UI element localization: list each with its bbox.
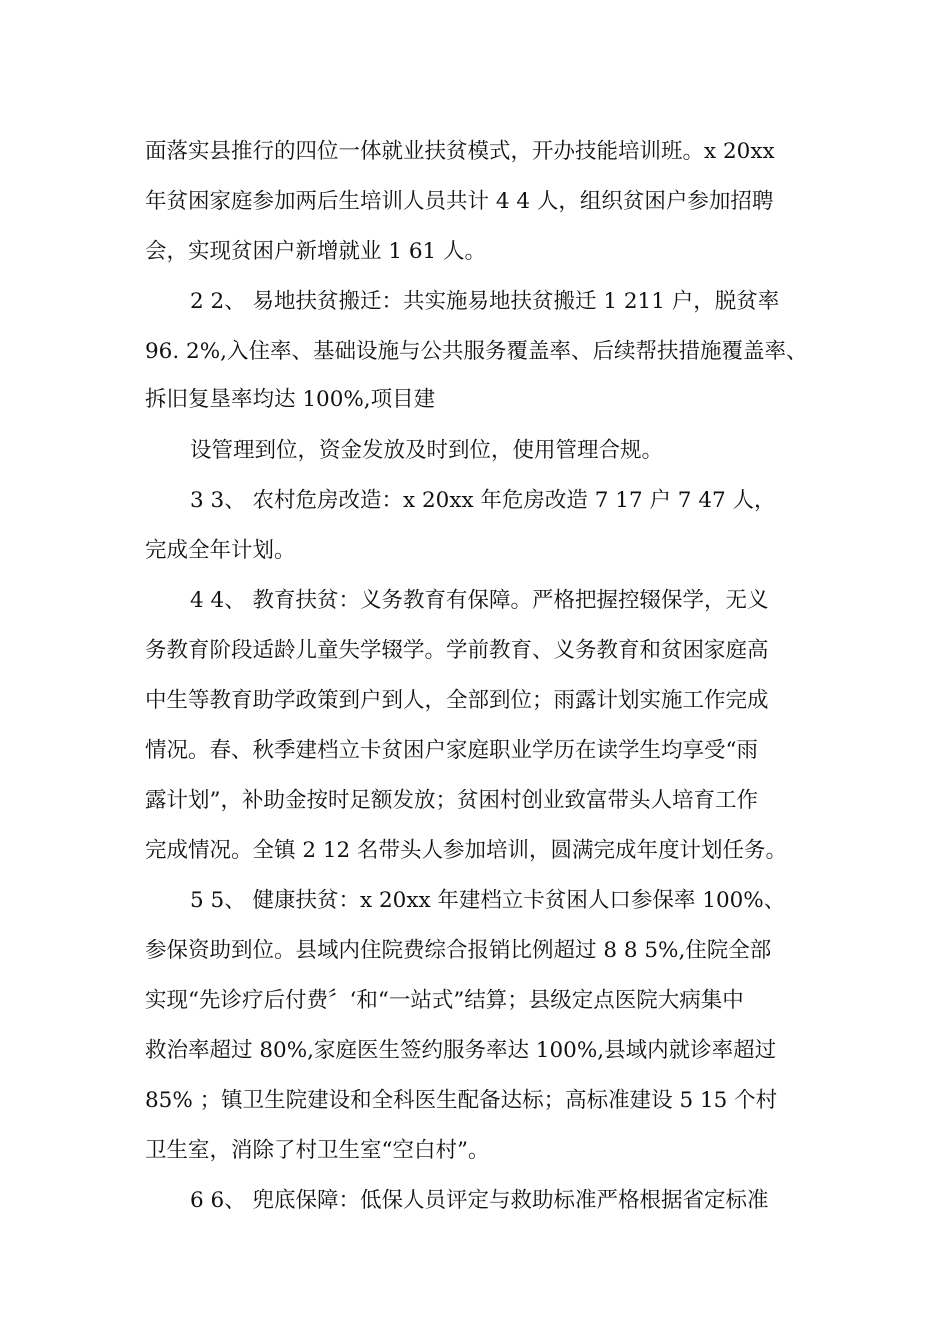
text-line: 务教育阶段适龄儿童失学辍学。学前教育、义务教育和贫困家庭高 — [145, 638, 769, 663]
text-line: 面落实县推行的四位一体就业扶贫模式，开办技能培训班。x 20xx — [145, 139, 775, 164]
paragraph-start-line: 2 2、 易地扶贫搬迁：共实施易地扶贫搬迁 1 211 户，脱贫率 — [190, 289, 780, 314]
paragraph-start-line: 6 6、 兜底保障：低保人员评定与救助标准严格根据省定标准 — [190, 1188, 769, 1213]
text-line: 中生等教育助学政策到户到人，全部到位；雨露计划实施工作完成 — [145, 688, 769, 713]
paragraph-start-line: 3 3、 农村危房改造：x 20xx 年危房改造 7 17 户 7 47 人， — [190, 488, 776, 513]
text-line: 96. 2%,入住率、基础设施与公共服务覆盖率、后续帮扶措施覆盖率、 — [145, 339, 808, 364]
text-line: 年贫困家庭参加两后生培训人员共计 4 4 人，组织贫困户参加招聘 — [145, 189, 774, 214]
text-line: 露计划”，补助金按时足额发放；贫困村创业致富带头人培育工作 — [145, 788, 758, 813]
paragraph-start-line: 设管理到位，资金发放及时到位，使用管理合规。 — [190, 438, 664, 463]
text-line: 情况。春、秋季建档立卡贫困户家庭职业学历在读学生均享受“雨 — [145, 738, 758, 763]
paragraph-start-line: 5 5、 健康扶贫：x 20xx 年建档立卡贫困人口参保率 100%、 — [190, 888, 786, 913]
text-line: 拆旧复垦率均达 100%,项目建 — [145, 387, 436, 412]
text-line: 卫生室，消除了村卫生室“空白村”。 — [145, 1138, 490, 1163]
paragraph-start-line: 4 4、 教育扶贫：义务教育有保障。严格把握控辍保学，无义 — [190, 588, 769, 613]
text-line: 参保资助到位。县域内住院费综合报销比例超过 8 8 5%,住院全部 — [145, 938, 772, 963]
text-line: 85% ；镇卫生院建设和全科医生配备达标；高标准建设 5 15 个村 — [145, 1088, 778, 1113]
text-line: 会，实现贫困户新增就业 1 61 人。 — [145, 239, 487, 264]
text-line: 救治率超过 80%,家庭医生签约服务率达 100%,县域内就诊率超过 — [145, 1038, 777, 1063]
text-line: 实现“先诊疗后付费〞‘和“一站式”结算；县级定点医院大病集中 — [145, 988, 744, 1013]
text-line: 完成全年计划。 — [145, 538, 296, 563]
text-line: 完成情况。全镇 2 12 名带头人参加培训，圆满完成年度计划任务。 — [145, 838, 788, 863]
